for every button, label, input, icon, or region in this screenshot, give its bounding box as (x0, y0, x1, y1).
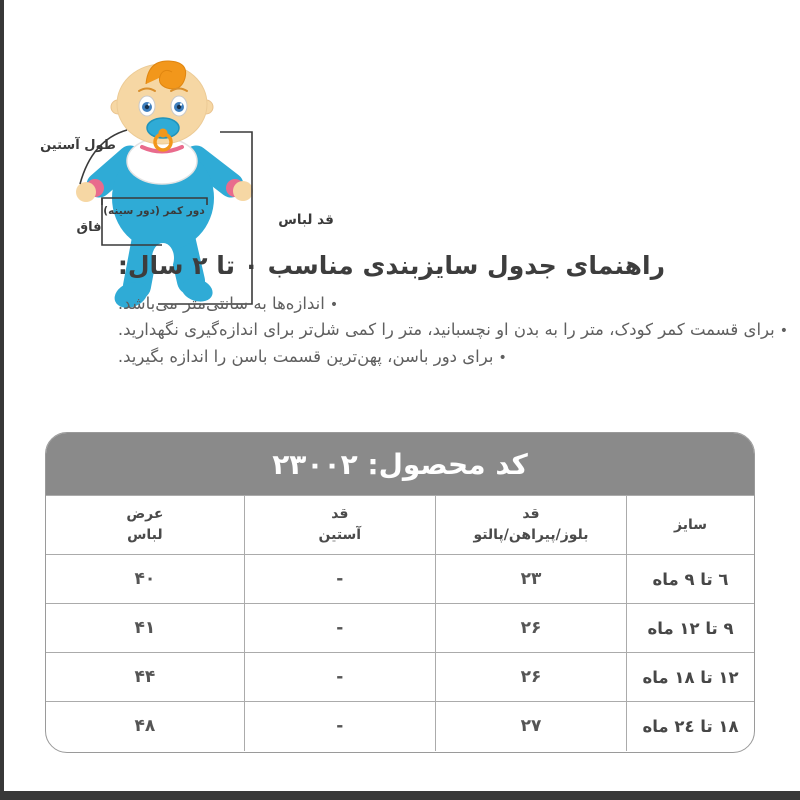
guide-title: راهنمای جدول سایزبندی مناسب ۰ تا ۲ سال: (117, 251, 665, 280)
guide-bullet-2-text: برای قسمت کمر کودک، متر را به بدن او نچسبانید، متر را کمی شل‌تر برای اندازه‌گیری نگهدارید. (117, 320, 775, 340)
table-row (46, 604, 754, 653)
waist-label: دور کمر (دور سینه) (103, 205, 205, 217)
table-row (46, 653, 754, 702)
cell-size: ۱۸ تا ۲٤ ماه (627, 702, 754, 751)
sleeve-length-label: طول آستین (40, 138, 116, 153)
bullet-icon: • (779, 323, 788, 340)
bullet-icon: • (329, 296, 339, 313)
size-table (46, 495, 754, 751)
table-row (46, 555, 754, 604)
cell-blouse-length: ۲۷ (435, 702, 626, 751)
cell-blouse-length: ۲۶ (435, 604, 626, 653)
cell-size: ٦ تا ٩ ماه (627, 555, 754, 604)
col-header-size: سایز (627, 496, 754, 555)
product-code-text: کد محصول: ۲۳۰۰۲ (272, 447, 528, 481)
cell-size: ٩ تا ۱۲ ماه (627, 604, 754, 653)
baby-left-hand (76, 182, 96, 202)
col-header-blouse-length: قد بلوز/پیراهن/پالتو (435, 496, 626, 555)
baby-right-eye (171, 96, 187, 116)
cell-garment-width: ۴۱ (46, 604, 244, 653)
size-table-card (45, 432, 755, 753)
header-row (46, 496, 754, 555)
garment-length-label: قد لباس (278, 212, 334, 228)
size-guide-text (118, 250, 788, 371)
crotch-label: فاق (76, 220, 102, 235)
cell-sleeve-length: - (244, 702, 435, 751)
guide-bullet-1 (118, 291, 338, 318)
cell-sleeve-length: - (244, 604, 435, 653)
baby-right-hand (233, 181, 253, 201)
col-header-garment-width: عرض لباس (46, 496, 244, 555)
product-code-band (46, 433, 754, 495)
bottom-edge-strip (0, 791, 800, 800)
guide-bullet-3 (118, 344, 507, 371)
cell-garment-width: ۴۰ (46, 555, 244, 604)
guide-bullet-3-text: برای دور باسن، پهن‌ترین قسمت باسن را اندازه بگیرید. (117, 346, 494, 366)
cell-garment-width: ۴۸ (46, 702, 244, 751)
bullet-icon: • (498, 349, 507, 366)
cell-blouse-length: ۲۳ (435, 555, 626, 604)
cell-blouse-length: ۲۶ (435, 653, 626, 702)
table-row (46, 702, 754, 751)
cell-size: ۱۲ تا ۱۸ ماه (627, 653, 754, 702)
cell-sleeve-length: - (244, 653, 435, 702)
guide-bullet-1-text: اندازه‌ها به سانتی‌متر می‌باشد. (117, 293, 325, 313)
baby-bib (127, 138, 197, 184)
cell-garment-width: ۴۴ (46, 653, 244, 702)
guide-bullet-2 (118, 317, 788, 344)
baby-left-eye (139, 96, 155, 116)
col-header-sleeve-length: قد آستین (244, 496, 435, 555)
left-edge-strip (0, 0, 4, 800)
cell-sleeve-length: - (244, 555, 435, 604)
